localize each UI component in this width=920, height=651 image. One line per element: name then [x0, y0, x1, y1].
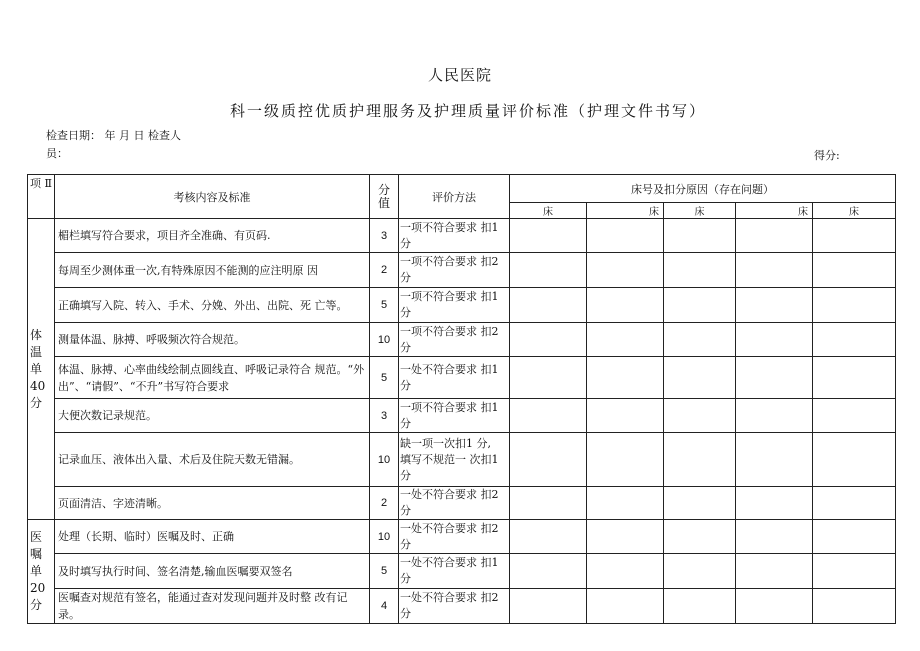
score-label: 得分: [814, 149, 840, 162]
category-doctor-orders: 医 嘱 单 20 分 [28, 520, 55, 624]
bed-cell[interactable] [664, 399, 736, 433]
inspection-date-label: 检查日期： 年 月 日 检查人 [46, 129, 181, 142]
criterion-content: 记录血压、液体出入量、术后及住院天数无错漏。 [55, 433, 370, 487]
criterion-content: 正确填写入院、转入、手术、分娩、外出、出院、死 亡等。 [55, 288, 370, 323]
criterion-points: 5 [370, 554, 399, 589]
bed-cell[interactable] [813, 288, 896, 323]
bed-cell[interactable] [736, 288, 813, 323]
table-row [28, 253, 896, 288]
bed-cell[interactable] [664, 589, 736, 624]
points-header: 分 值 [370, 175, 399, 219]
criterion-content: 每周至少测体重一次,有特殊原因不能测的应注明原 因 [55, 253, 370, 288]
bed-header: 床 [664, 203, 736, 219]
bed-cell[interactable] [510, 323, 587, 357]
bed-cell[interactable] [510, 554, 587, 589]
criterion-method: 一项不符合要求 扣1 分 [399, 288, 510, 323]
criterion-method: 一项不符合要求 扣2 分 [399, 253, 510, 288]
beds-header: 床号及扣分原因（存在问题） [510, 175, 896, 203]
bed-cell[interactable] [510, 253, 587, 288]
category-temperature-chart: 体 温 单 40 分 [28, 219, 55, 520]
bed-cell[interactable] [813, 589, 896, 624]
bed-cell[interactable] [736, 520, 813, 554]
table-row [28, 357, 896, 399]
bed-cell[interactable] [587, 589, 664, 624]
criterion-content: 体温、脉搏、心率曲线绘制点圆线直、呼吸记录符合 规范。“外出”、“请假”、“不升”书写符合要求 [55, 357, 370, 399]
document-title: 科一级质控优质护理服务及护理质量评价标准（护理文件书写） [230, 102, 707, 120]
evaluation-table [27, 174, 896, 624]
bed-cell[interactable] [510, 589, 587, 624]
table-row [28, 433, 896, 487]
criterion-content: 大便次数记录规范。 [55, 399, 370, 433]
bed-cell[interactable] [813, 554, 896, 589]
bed-header: 床 [587, 203, 664, 219]
table-row [28, 554, 896, 589]
criterion-points: 2 [370, 487, 399, 520]
bed-cell[interactable] [736, 589, 813, 624]
bed-cell[interactable] [736, 357, 813, 399]
bed-cell[interactable] [510, 288, 587, 323]
criterion-points: 4 [370, 589, 399, 624]
bed-cell[interactable] [736, 433, 813, 487]
bed-cell[interactable] [587, 520, 664, 554]
bed-cell[interactable] [813, 399, 896, 433]
criterion-method: 缺一项一次扣1 分, 填写不规范一 次扣1 分 [399, 433, 510, 487]
bed-cell[interactable] [736, 399, 813, 433]
content-header: 考核内容及标准 [55, 175, 370, 219]
criterion-content: 医嘱查对规范有签名，能通过查对发现问题并及时整 改有记录。 [55, 589, 370, 624]
criterion-method: 一处不符合要求 扣2 分 [399, 487, 510, 520]
bed-header: 床 [813, 203, 896, 219]
bed-cell[interactable] [664, 357, 736, 399]
bed-cell[interactable] [664, 288, 736, 323]
bed-cell[interactable] [813, 433, 896, 487]
bed-cell[interactable] [587, 433, 664, 487]
bed-cell[interactable] [587, 323, 664, 357]
bed-cell[interactable] [664, 520, 736, 554]
bed-cell[interactable] [736, 554, 813, 589]
bed-cell[interactable] [587, 357, 664, 399]
bed-cell[interactable] [813, 253, 896, 288]
criterion-points: 10 [370, 520, 399, 554]
hospital-name: 人民医院 [427, 66, 492, 84]
inspector-label: 员： [46, 147, 68, 160]
table-row [28, 399, 896, 433]
criterion-content: 测量体温、脉搏、呼吸频次符合规范。 [55, 323, 370, 357]
table-row [28, 323, 896, 357]
criterion-method: 一处不符合要求 扣2 分 [399, 520, 510, 554]
criterion-content: 楣栏填写符合要求，项目齐全准确、有页码. [55, 219, 370, 253]
criterion-points: 5 [370, 288, 399, 323]
bed-cell[interactable] [510, 433, 587, 487]
criterion-method: 一处不符合要求 扣2 分 [399, 589, 510, 624]
bed-cell[interactable] [664, 219, 736, 253]
bed-cell[interactable] [587, 399, 664, 433]
bed-cell[interactable] [587, 487, 664, 520]
criterion-method: 一处不符合要求 扣1 分 [399, 357, 510, 399]
bed-cell[interactable] [813, 357, 896, 399]
bed-cell[interactable] [736, 487, 813, 520]
bed-cell[interactable] [813, 219, 896, 253]
method-header: 评价方法 [399, 175, 510, 219]
bed-cell[interactable] [736, 253, 813, 288]
criterion-content: 及时填写执行时间、签名清楚,输血医嘱要双签名 [55, 554, 370, 589]
bed-cell[interactable] [587, 219, 664, 253]
bed-cell[interactable] [510, 399, 587, 433]
criterion-points: 3 [370, 219, 399, 253]
criterion-points: 3 [370, 399, 399, 433]
bed-cell[interactable] [510, 219, 587, 253]
criterion-points: 10 [370, 323, 399, 357]
bed-cell[interactable] [736, 323, 813, 357]
bed-cell[interactable] [813, 323, 896, 357]
bed-cell[interactable] [587, 288, 664, 323]
item-header: 项 Ⅱ [28, 175, 55, 219]
bed-cell[interactable] [510, 357, 587, 399]
bed-header: 床 [736, 203, 813, 219]
bed-cell[interactable] [664, 433, 736, 487]
bed-cell[interactable] [736, 219, 813, 253]
criterion-method: 一处不符合要求 扣1 分 [399, 554, 510, 589]
bed-cell[interactable] [813, 487, 896, 520]
criterion-content: 处理（长期、临时）医嘱及时、正确 [55, 520, 370, 554]
bed-cell[interactable] [510, 487, 587, 520]
criterion-content: 页面清洁、字迹清晰。 [55, 487, 370, 520]
bed-cell[interactable] [587, 253, 664, 288]
bed-cell[interactable] [664, 487, 736, 520]
table-row [28, 219, 896, 253]
table-row [28, 487, 896, 520]
criterion-method: 一项不符合要求 扣1 分 [399, 399, 510, 433]
bed-cell[interactable] [664, 554, 736, 589]
bed-cell[interactable] [510, 520, 587, 554]
bed-cell[interactable] [587, 554, 664, 589]
criterion-method: 一项不符合要求 扣2 分 [399, 323, 510, 357]
table-row [28, 589, 896, 624]
bed-cell[interactable] [813, 520, 896, 554]
criterion-method: 一项不符合要求 扣1 分 [399, 219, 510, 253]
bed-header: 床 [510, 203, 587, 219]
bed-cell[interactable] [664, 323, 736, 357]
table-row [28, 520, 896, 554]
bed-cell[interactable] [664, 253, 736, 288]
table-row [28, 288, 896, 323]
criterion-points: 10 [370, 433, 399, 487]
criterion-points: 5 [370, 357, 399, 399]
criterion-points: 2 [370, 253, 399, 288]
